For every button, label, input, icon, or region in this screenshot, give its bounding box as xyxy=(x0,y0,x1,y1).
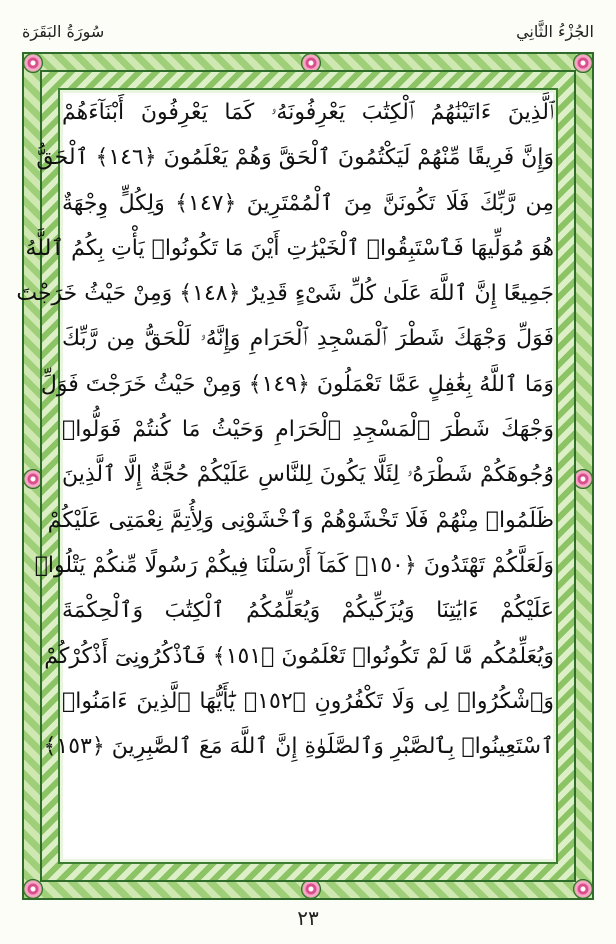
text-line: وَيُعَلِّمُكُم مَّا لَمْ تَكُونُوا۟ تَعْلَمُونَ ﴿١٥١﴾ فَٱذْكُرُونِىٓ أَذْكُرْكُمْ xyxy=(44,643,554,669)
quran-text xyxy=(16,90,554,860)
corner-flower-icon xyxy=(573,53,593,73)
page-number: ٢٣ xyxy=(297,906,319,930)
text-line: وَإِنَّ فَرِيقًا مِّنْهُمْ لَيَكْتُمُونَ ٱلْحَقَّ وَهُمْ يَعْلَمُونَ ﴿١٤٦﴾ ٱلْحَقُّ xyxy=(36,145,554,171)
ornamental-frame xyxy=(16,52,594,900)
corner-flower-icon xyxy=(23,879,43,899)
text-line: وَجْهَكَ شَطْرَ ٱلْمَسْجِدِ ٱلْحَرَامِ وَحَيْثُ مَا كُنتُمْ فَوَلُّوا۟ xyxy=(62,417,554,443)
text-line: جَمِيعًا إِنَّ ٱللَّهَ عَلَىٰ كُلِّ شَىْءٍ قَدِيرٌ ﴿١٤٨﴾ وَمِنْ حَيْثُ خَرَجْتَ xyxy=(16,281,554,307)
flower-icon xyxy=(301,879,321,899)
text-line: ٱسْتَعِينُوا۟ بِٱلصَّبْرِ وَٱلصَّلَوٰةِ إِنَّ ٱللَّهَ مَعَ ٱلصَّٰبِرِينَ ﴿١٥٣﴾ xyxy=(43,734,554,760)
text-line: فَوَلِّ وَجْهَكَ شَطْرَ ٱلْمَسْجِدِ ٱلْحَرَامِ وَإِنَّهُۥ لَلْحَقُّ مِن رَّبِّكَ xyxy=(62,326,554,352)
flower-icon xyxy=(573,469,593,489)
surah-name: سُورَةُ البَقَرَة xyxy=(22,22,105,41)
text-line: ٱلَّذِينَ ءَاتَيْنَٰهُمُ ٱلْكِتَٰبَ يَعْرِفُونَهُۥ كَمَا يَعْرِفُونَ أَبْنَآءَهُمْ xyxy=(62,100,554,125)
text-line: عَلَيْكُمْ ءَايَٰتِنَا وَيُزَكِّيكُمْ وَيُعَلِّمُكُمُ ٱلْكِتَٰبَ وَٱلْحِكْمَةَ xyxy=(62,598,554,624)
juz-name: الجُزْءُ الثَّانِي xyxy=(516,22,594,41)
text-line: وُجُوهَكُمْ شَطْرَهُۥ لِئَلَّا يَكُونَ لِلنَّاسِ عَلَيْكُمْ حُجَّةٌ إِلَّا ٱلَّذِينَ xyxy=(62,462,554,488)
page-header xyxy=(0,0,616,52)
corner-flower-icon xyxy=(573,879,593,899)
text-line: وَمَا ٱللَّهُ بِغَٰفِلٍ عَمَّا تَعْمَلُونَ ﴿١٤٩﴾ وَمِنْ حَيْثُ خَرَجْتَ فَوَلِّ xyxy=(40,371,554,397)
text-line: ظَلَمُوا۟ مِنْهُمْ فَلَا تَخْشَوْهُمْ وَٱخْشَوْنِى وَلِأُتِمَّ نِعْمَتِى عَلَيْكُمْ xyxy=(47,507,554,533)
text-line: مِن رَّبِّكَ فَلَا تَكُونَنَّ مِنَ ٱلْمُمْتَرِينَ ﴿١٤٧﴾ وَلِكُلٍّ وِجْهَةٌ xyxy=(62,190,554,216)
text-line: هُوَ مُوَلِّيهَا فَٱسْتَبِقُوا۟ ٱلْخَيْرَٰتِ أَيْنَ مَا تَكُونُوا۟ يَأْتِ بِكُمُ ٱللَّهُ xyxy=(25,235,554,261)
text-line: وَٱشْكُرُوا۟ لِى وَلَا تَكْفُرُونِ ﴿١٥٢﴾ يَٰٓأَيُّهَا ٱلَّذِينَ ءَامَنُوا۟ xyxy=(62,688,554,714)
text-line: وَلَعَلَّكُمْ تَهْتَدُونَ ﴿١٥٠﴾ كَمَآ أَرْسَلْنَا فِيكُمْ رَسُولًا مِّنكُمْ يَتْلُوا۟ xyxy=(34,552,554,578)
